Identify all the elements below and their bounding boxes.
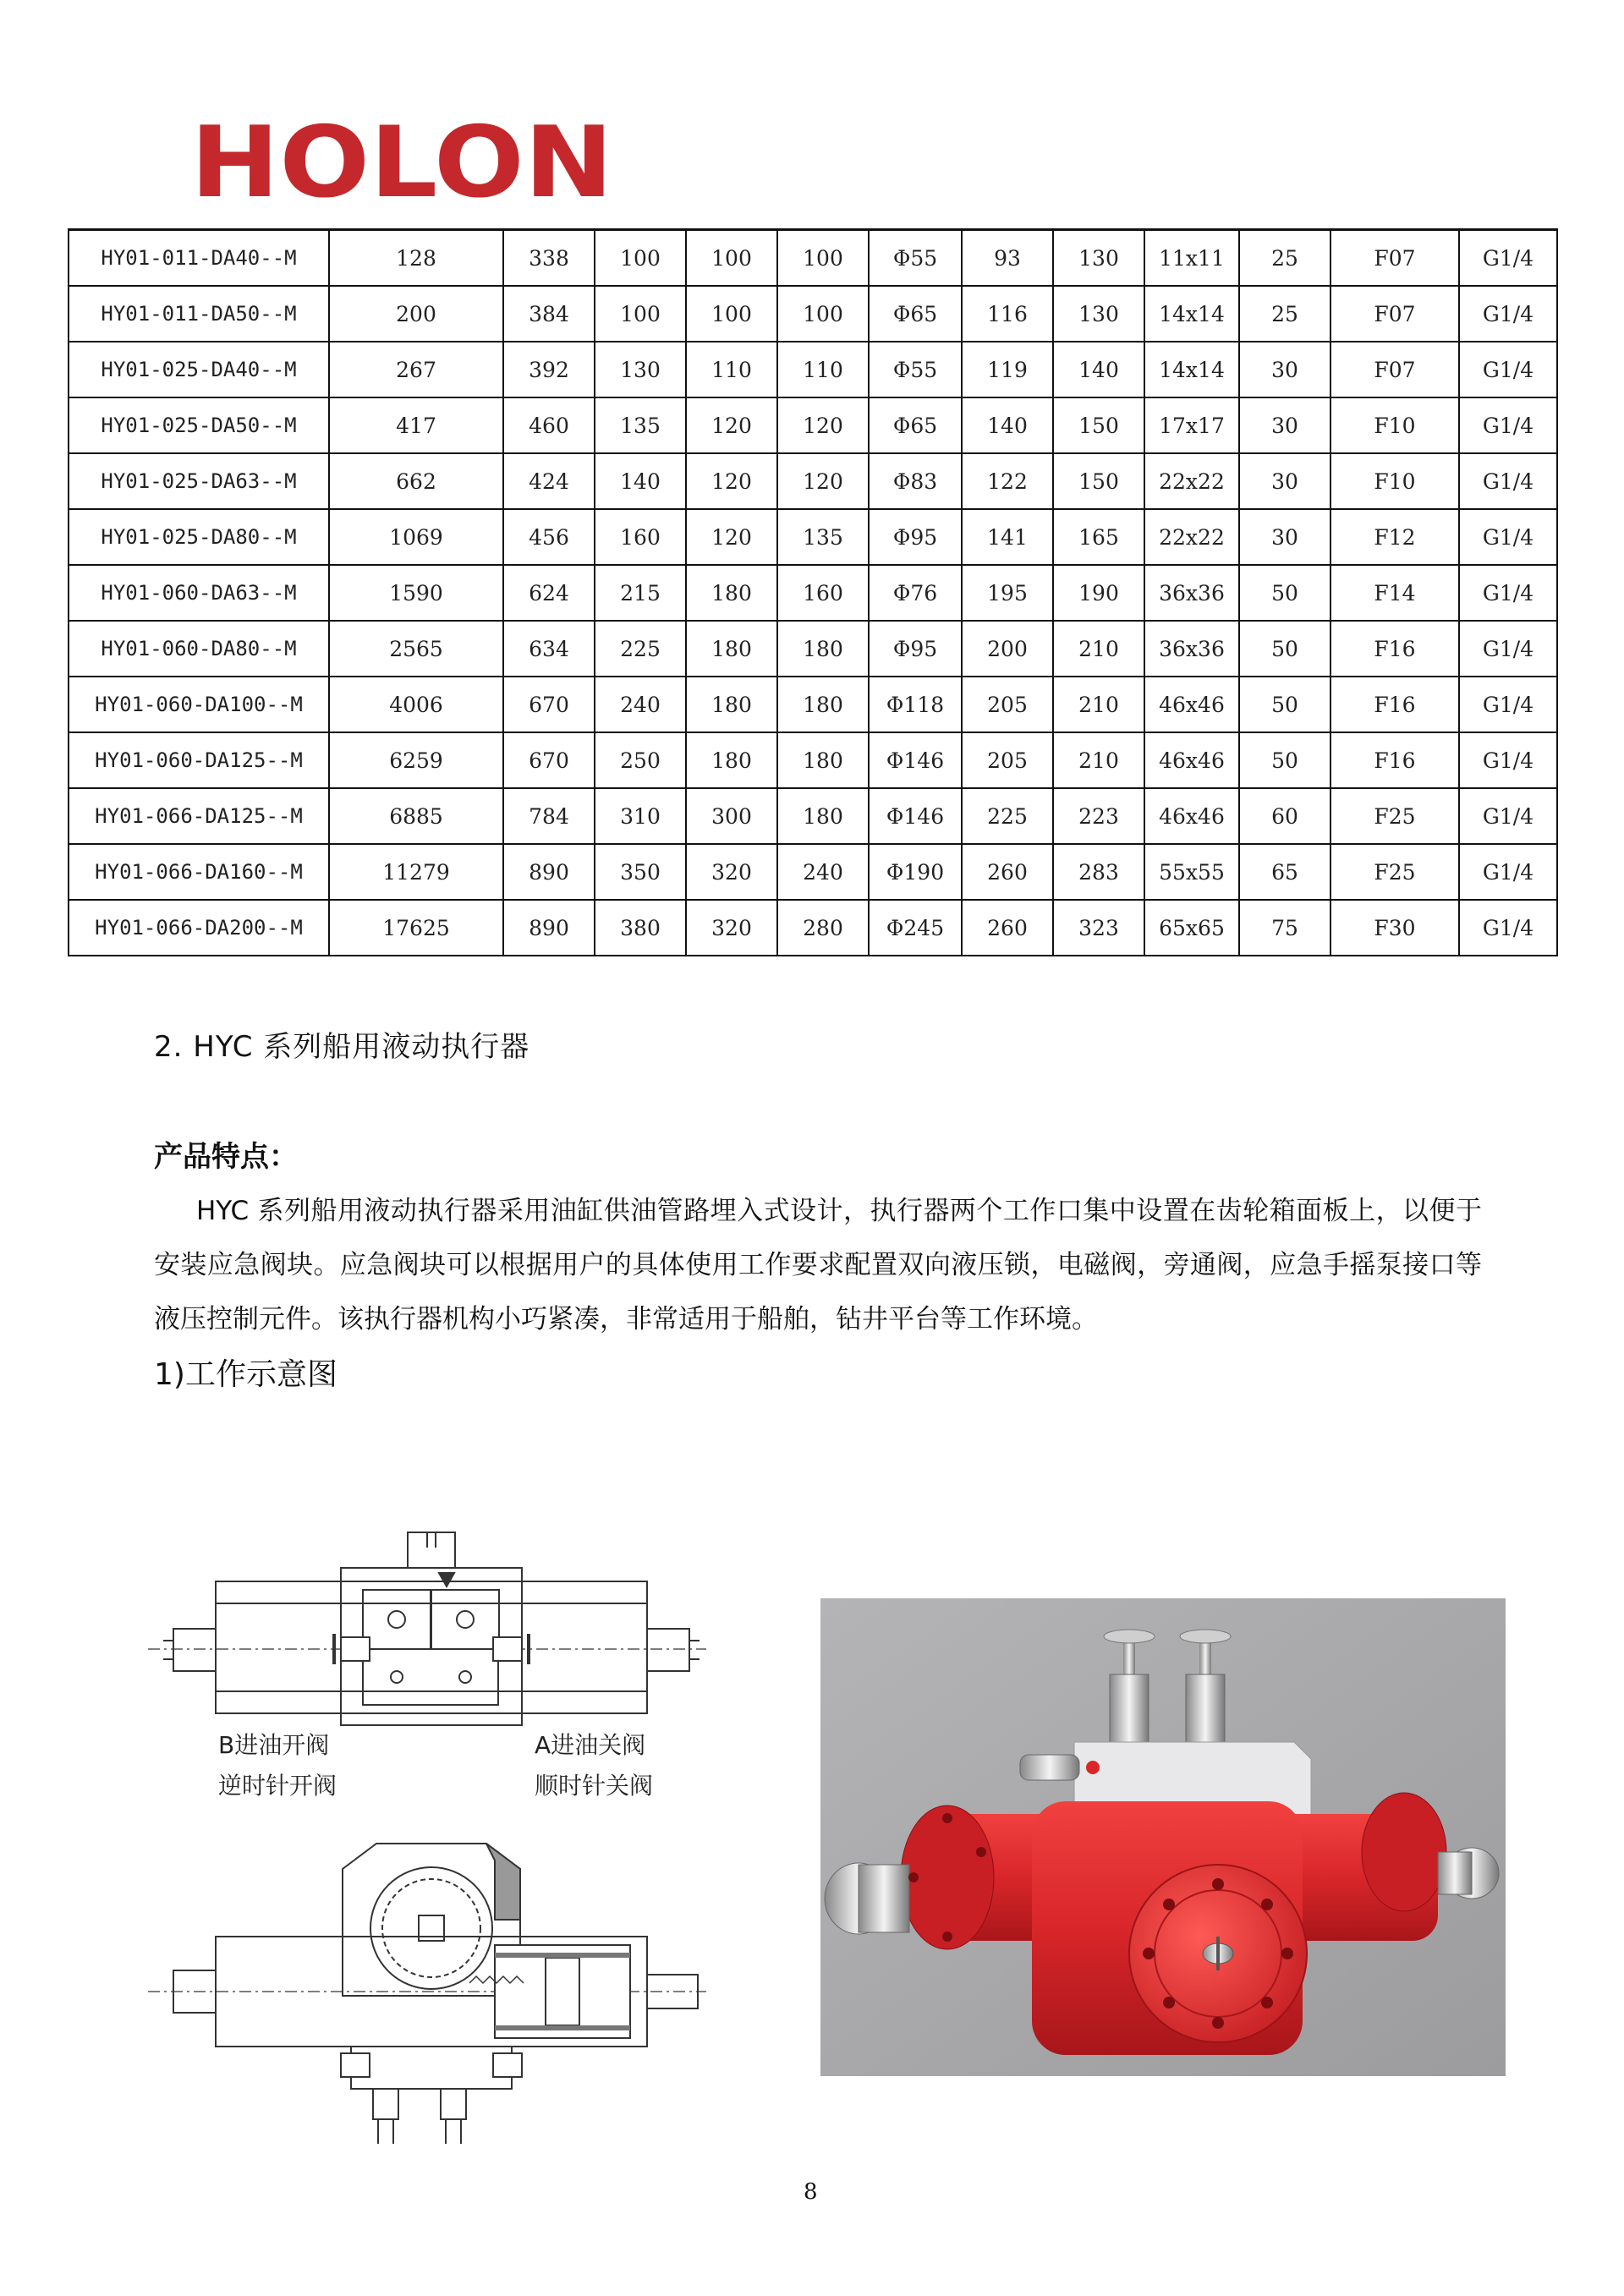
table-cell: 22x22 [1144, 453, 1239, 509]
model-cell: HY01-025-DA80--M [69, 509, 329, 565]
table-cell: 784 [503, 788, 595, 844]
table-cell: 140 [595, 453, 686, 509]
table-cell: 6885 [329, 788, 503, 844]
table-cell: F12 [1330, 509, 1459, 565]
table-cell: 180 [686, 732, 777, 788]
holon-logo [190, 120, 613, 201]
table-cell: 14x14 [1144, 286, 1239, 342]
table-cell: 60 [1239, 788, 1330, 844]
table-cell: 140 [962, 397, 1053, 453]
table-cell: 205 [962, 677, 1053, 732]
table-cell: 2565 [329, 621, 503, 677]
table-cell: F14 [1330, 565, 1459, 621]
section-heading: 2. HYC 系列船用液动执行器 [154, 1030, 530, 1064]
table-cell: 50 [1239, 732, 1330, 788]
table-cell: F25 [1330, 844, 1459, 900]
caption-a-line1: A进油关阀 [535, 1731, 646, 1759]
table-row [69, 453, 1557, 509]
table-cell: Φ76 [869, 565, 962, 621]
model-cell: HY01-066-DA160--M [69, 844, 329, 900]
table-cell: 135 [595, 397, 686, 453]
table-cell: 417 [329, 397, 503, 453]
table-cell: G1/4 [1459, 565, 1557, 621]
table-cell: 350 [595, 844, 686, 900]
table-cell: F07 [1330, 230, 1459, 287]
caption-a-line2: 顺时针关阀 [535, 1772, 654, 1800]
table-cell: 120 [686, 397, 777, 453]
section-view-drawing [148, 1844, 706, 2144]
table-cell: 30 [1239, 509, 1330, 565]
table-cell: 210 [1053, 677, 1144, 732]
table-cell: G1/4 [1459, 621, 1557, 677]
table-cell: 323 [1053, 900, 1144, 956]
table-cell: 50 [1239, 565, 1330, 621]
table-cell: F07 [1330, 286, 1459, 342]
table-cell: 130 [1053, 286, 1144, 342]
model-cell: HY01-060-DA125--M [69, 732, 329, 788]
diagram-subheading: 1)工作示意图 [154, 1357, 337, 1392]
table-cell: 120 [686, 453, 777, 509]
table-cell: F30 [1330, 900, 1459, 956]
table-cell: 120 [686, 509, 777, 565]
feature-title: 产品特点： [154, 1140, 298, 1174]
table-cell: 283 [1053, 844, 1144, 900]
feature-paragraph: HYC 系列船用液动执行器采用油缸供油管路埋入式设计，执行器两个工作口集中设置在齿轮箱面板上，以便于安装应急阀块。应急阀块可以根据用户的具体使用工作要求配置双向液压锁，电磁阀，旁通阀，应急手摇泵接口等液压控制元件。该执行器机构小巧紧凑，非常适用于船舶，钻井平台等工作环境。 [154, 1196, 1482, 1334]
table-cell: 180 [777, 732, 869, 788]
table-cell: G1/4 [1459, 900, 1557, 956]
table-cell: 6259 [329, 732, 503, 788]
svg-text:HOLON: HOLON [190, 120, 613, 201]
table-cell: 240 [777, 844, 869, 900]
table-cell: Φ95 [869, 621, 962, 677]
model-cell: HY01-066-DA125--M [69, 788, 329, 844]
table-row [69, 844, 1557, 900]
table-cell: 215 [595, 565, 686, 621]
table-cell: 100 [777, 230, 869, 287]
table-cell: 150 [1053, 453, 1144, 509]
table-cell: 384 [503, 286, 595, 342]
table-cell: 460 [503, 397, 595, 453]
table-cell: 180 [777, 621, 869, 677]
table-cell: F25 [1330, 788, 1459, 844]
table-cell: G1/4 [1459, 230, 1557, 287]
caption-b-line2: 逆时针开阀 [218, 1772, 337, 1800]
table-cell: 634 [503, 621, 595, 677]
table-cell: 100 [595, 230, 686, 287]
table-cell: 119 [962, 342, 1053, 397]
table-cell: 205 [962, 732, 1053, 788]
model-cell: HY01-060-DA63--M [69, 565, 329, 621]
table-cell: Φ95 [869, 509, 962, 565]
table-cell: 46x46 [1144, 677, 1239, 732]
table-row [69, 397, 1557, 453]
table-cell: 890 [503, 900, 595, 956]
table-cell: 225 [595, 621, 686, 677]
table-cell: 150 [1053, 397, 1144, 453]
table-cell: G1/4 [1459, 286, 1557, 342]
table-cell: 300 [686, 788, 777, 844]
table-cell: 100 [686, 230, 777, 287]
table-cell: 1590 [329, 565, 503, 621]
table-row [69, 565, 1557, 621]
table-cell: 11279 [329, 844, 503, 900]
table-row [69, 509, 1557, 565]
table-cell: 140 [1053, 342, 1144, 397]
table-cell: 240 [595, 677, 686, 732]
top-view-drawing [148, 1532, 706, 1725]
table-cell: Φ83 [869, 453, 962, 509]
table-cell: 670 [503, 677, 595, 732]
table-cell: 55x55 [1144, 844, 1239, 900]
table-cell: 180 [686, 621, 777, 677]
table-cell: 22x22 [1144, 509, 1239, 565]
table-row [69, 788, 1557, 844]
table-cell: 120 [777, 397, 869, 453]
table-row [69, 230, 1557, 287]
table-cell: 160 [595, 509, 686, 565]
model-cell: HY01-025-DA50--M [69, 397, 329, 453]
table-row [69, 900, 1557, 956]
table-row [69, 677, 1557, 732]
table-cell: 128 [329, 230, 503, 287]
table-cell: 260 [962, 844, 1053, 900]
table-cell: Φ245 [869, 900, 962, 956]
table-cell: 260 [962, 900, 1053, 956]
table-cell: G1/4 [1459, 509, 1557, 565]
table-cell: Φ55 [869, 342, 962, 397]
table-cell: 25 [1239, 286, 1330, 342]
table-cell: F16 [1330, 732, 1459, 788]
table-cell: G1/4 [1459, 397, 1557, 453]
table-cell: G1/4 [1459, 342, 1557, 397]
table-cell: 392 [503, 342, 595, 397]
table-cell: 195 [962, 565, 1053, 621]
table-cell: 180 [777, 788, 869, 844]
table-row [69, 286, 1557, 342]
table-cell: 165 [1053, 509, 1144, 565]
table-cell: 662 [329, 453, 503, 509]
table-cell: Φ146 [869, 788, 962, 844]
table-cell: 116 [962, 286, 1053, 342]
model-cell: HY01-025-DA63--M [69, 453, 329, 509]
model-cell: HY01-025-DA40--M [69, 342, 329, 397]
table-cell: 380 [595, 900, 686, 956]
table-cell: F10 [1330, 397, 1459, 453]
table-cell: 25 [1239, 230, 1330, 287]
model-cell: HY01-011-DA40--M [69, 230, 329, 287]
table-cell: 424 [503, 453, 595, 509]
table-row [69, 621, 1557, 677]
table-cell: 75 [1239, 900, 1330, 956]
table-cell: 200 [962, 621, 1053, 677]
table-cell: 130 [595, 342, 686, 397]
caption-b [218, 1725, 337, 1806]
table-cell: 120 [777, 453, 869, 509]
table-cell: 210 [1053, 732, 1144, 788]
table-cell: 110 [777, 342, 869, 397]
table-cell: 180 [686, 565, 777, 621]
table-cell: 1069 [329, 509, 503, 565]
table-cell: 200 [329, 286, 503, 342]
table-cell: 310 [595, 788, 686, 844]
table-cell: 122 [962, 453, 1053, 509]
table-row [69, 342, 1557, 397]
table-cell: 338 [503, 230, 595, 287]
table-cell: Φ146 [869, 732, 962, 788]
table-cell: F16 [1330, 677, 1459, 732]
table-cell: 110 [686, 342, 777, 397]
model-cell: HY01-066-DA200--M [69, 900, 329, 956]
table-cell: G1/4 [1459, 844, 1557, 900]
table-cell: 100 [686, 286, 777, 342]
model-cell: HY01-011-DA50--M [69, 286, 329, 342]
model-cell: HY01-060-DA80--M [69, 621, 329, 677]
table-cell: Φ55 [869, 230, 962, 287]
table-cell: 250 [595, 732, 686, 788]
table-cell: 17625 [329, 900, 503, 956]
table-cell: 17x17 [1144, 397, 1239, 453]
table-cell: 11x11 [1144, 230, 1239, 287]
table-cell: 93 [962, 230, 1053, 287]
table-cell: 180 [686, 677, 777, 732]
table-cell: G1/4 [1459, 453, 1557, 509]
table-cell: 46x46 [1144, 788, 1239, 844]
table-cell: 130 [1053, 230, 1144, 287]
table-cell: F07 [1330, 342, 1459, 397]
table-cell: Φ190 [869, 844, 962, 900]
table-cell: 456 [503, 509, 595, 565]
table-cell: 65 [1239, 844, 1330, 900]
table-cell: G1/4 [1459, 732, 1557, 788]
table-cell: 141 [962, 509, 1053, 565]
table-cell: 30 [1239, 342, 1330, 397]
table-cell: 280 [777, 900, 869, 956]
model-cell: HY01-060-DA100--M [69, 677, 329, 732]
caption-b-line1: B进油开阀 [218, 1731, 330, 1759]
table-cell: 210 [1053, 621, 1144, 677]
table-cell: 320 [686, 900, 777, 956]
table-cell: 50 [1239, 621, 1330, 677]
table-cell: Φ118 [869, 677, 962, 732]
table-cell: G1/4 [1459, 677, 1557, 732]
table-cell: 135 [777, 509, 869, 565]
table-cell: 30 [1239, 453, 1330, 509]
table-cell: 890 [503, 844, 595, 900]
table-cell: F10 [1330, 453, 1459, 509]
spec-table [68, 228, 1558, 956]
table-cell: 320 [686, 844, 777, 900]
caption-a [535, 1725, 653, 1806]
table-cell: G1/4 [1459, 788, 1557, 844]
table-cell: F16 [1330, 621, 1459, 677]
table-cell: 223 [1053, 788, 1144, 844]
table-cell: 100 [595, 286, 686, 342]
table-cell: Φ65 [869, 286, 962, 342]
table-cell: 65x65 [1144, 900, 1239, 956]
table-cell: 30 [1239, 397, 1330, 453]
table-cell: 190 [1053, 565, 1144, 621]
table-cell: 46x46 [1144, 732, 1239, 788]
working-diagram [148, 1522, 723, 2165]
table-cell: Φ65 [869, 397, 962, 453]
table-cell: 624 [503, 565, 595, 621]
table-cell: 670 [503, 732, 595, 788]
table-cell: 36x36 [1144, 621, 1239, 677]
table-cell: 14x14 [1144, 342, 1239, 397]
table-cell: 160 [777, 565, 869, 621]
table-cell: 50 [1239, 677, 1330, 732]
table-row [69, 732, 1557, 788]
table-cell: 100 [777, 286, 869, 342]
page-number: 8 [804, 2179, 818, 2205]
table-cell: 225 [962, 788, 1053, 844]
actuator-photo [820, 1598, 1506, 2076]
table-cell: 267 [329, 342, 503, 397]
table-cell: 36x36 [1144, 565, 1239, 621]
table-cell: 4006 [329, 677, 503, 732]
table-cell: 180 [777, 677, 869, 732]
